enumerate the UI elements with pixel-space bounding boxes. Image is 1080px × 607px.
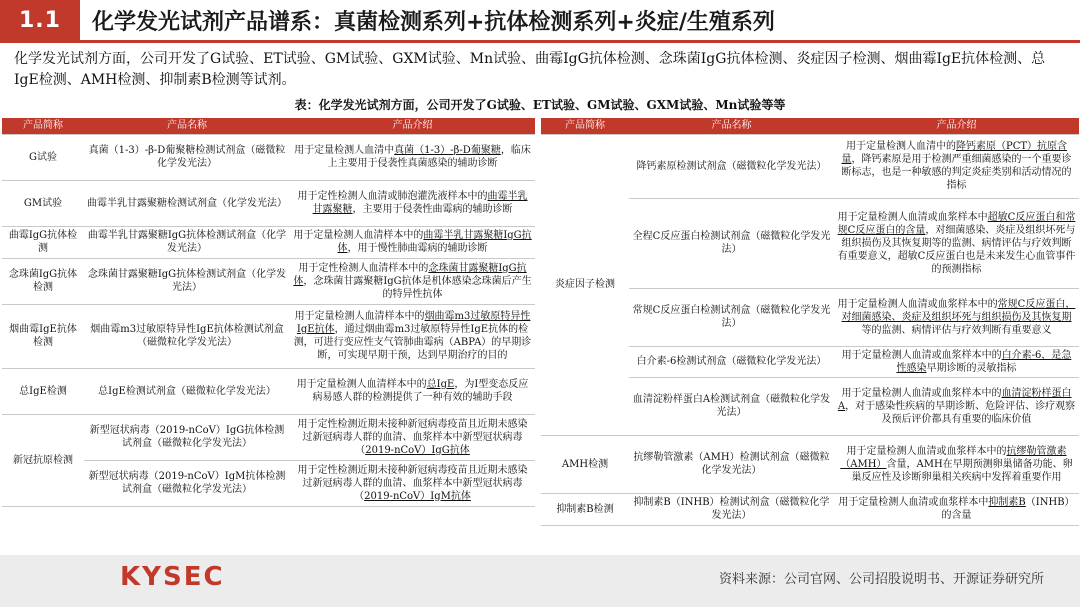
intro-text: 用于定量检测人血清或血浆样本中的 (841, 349, 1002, 361)
intro-text: ，主要用于侵袭性曲霉病的辅助诊断 (352, 204, 513, 215)
table-row (541, 134, 1079, 198)
intro-text: 含量，AMH在早期预测卵巢储备功能、卵巢反应性及诊断卵巢相关疾病中发挥着重要作用 (851, 458, 1073, 483)
intro-highlight: 2019-nCoV）IgM抗体 (364, 490, 471, 502)
product-intro-cell (290, 368, 535, 414)
product-intro-cell (834, 493, 1079, 525)
intro-text: （INHB）的含量 (941, 497, 1075, 521)
product-intro-cell (290, 304, 535, 368)
intro-text: ，降钙素原是用于检测严重细菌感染的一个重要诊断标志，也是一种敏感的判定炎症类别和活动情况的指标 (841, 154, 1072, 191)
intro-text: 等的监测、病情评估与疗效判断有重要意义 (861, 324, 1052, 336)
product-intro-cell (290, 180, 535, 226)
source-note: 资料来源：公司官网、公司招股说明书、开源证券研究所 (718, 572, 1044, 587)
product-intro-cell (290, 460, 535, 506)
intro-text: ，念珠菌甘露聚糖IgG抗体是机体感染念珠菌后产生的特异性抗体 (303, 275, 532, 300)
product-name-cell: 抑制素B（INHB）检测试剂盒（磁微粒化学发光法） (629, 493, 834, 525)
table-row (2, 180, 535, 226)
product-name-cell: 新型冠状病毒（2019-nCoV）IgG抗体检测试剂盒（磁微粒化学发光法） (84, 414, 290, 460)
product-short-cell: 炎症因子检测 (541, 134, 629, 435)
intro-highlight: 真菌（1-3）-β-D葡聚糖 (394, 145, 501, 156)
table-row (541, 493, 1079, 525)
intro-text: 用于定量检测人血清中 (294, 145, 395, 156)
product-name-cell: 念珠菌甘露聚糖IgG抗体检测试剂盒（化学发光法） (84, 258, 290, 304)
intro-text: 早期诊断的灵敏指标 (926, 362, 1017, 374)
product-short-cell: GM试验 (2, 180, 84, 226)
product-short-cell: 念珠菌IgG抗体检测 (2, 258, 84, 304)
product-intro-cell (834, 435, 1079, 493)
intro-text: 用于定量检测人血清中的 (845, 141, 956, 152)
intro-text: ，对细菌感染、炎症及组织坏死与组织损伤及其恢复期等的监测、病情评估与疗效判断有重要意义，超敏C反应蛋白也是未来发生心血管事件的预测指标 (837, 224, 1076, 275)
product-name-cell: 降钙素原检测试剂盒（磁微粒化学发光法） (629, 134, 834, 198)
section-number: 1.1 (0, 0, 80, 40)
intro-text: 用于定性检测人血清或肺泡灌洗液样本中的 (297, 191, 488, 202)
product-intro-cell (290, 414, 535, 460)
intro-text: ，临床上主要用于侵袭性真菌感染的辅助诊断 (327, 145, 531, 169)
intro-highlight: 血清淀粉样蛋白A (837, 387, 1072, 412)
product-name-cell: 常规C反应蛋白检测试剂盒（磁微粒化学发光法） (629, 288, 834, 346)
product-name-cell: 真菌（1-3）-β-D葡聚糖检测试剂盒（磁微粒化学发光法） (84, 134, 290, 180)
table-caption: 表：化学发光试剂方面，公司开发了G试验、ET试验、GM试验、GXM试验、Mn试验等等 (294, 98, 786, 112)
product-intro-cell (834, 134, 1079, 198)
intro-highlight: 常规C反应蛋白，对细菌感染、炎症及组织坏死与组织损伤及其恢复期 (841, 298, 1076, 323)
intro-highlight: 念珠菌甘露聚糖IgG抗体 (293, 262, 527, 287)
product-intro-cell (290, 134, 535, 180)
intro-highlight: 曲霉半乳甘露聚糖IgG抗体 (337, 230, 532, 254)
product-intro-cell (834, 377, 1079, 435)
product-name-cell: 烟曲霉m3过敏原特异性IgE抗体检测试剂盒（磁微粒化学发光法） (84, 304, 290, 368)
table-row (2, 368, 535, 414)
header (0, 0, 1080, 40)
product-table-right (541, 118, 1079, 526)
column-header-short: 产品简称 (541, 118, 629, 134)
product-intro-cell (834, 288, 1079, 346)
intro-text: 用于定量检测人血清或血浆样本中的 (841, 387, 1002, 399)
product-short-cell: 新冠抗原检测 (2, 414, 84, 506)
column-header-short: 产品简称 (2, 118, 84, 134)
page-title: 化学发光试剂产品谱系：真菌检测系列+抗体检测系列+炎症/生殖系列 (92, 9, 775, 35)
product-short-cell: 曲霉IgG抗体检测 (2, 226, 84, 258)
product-intro-cell (834, 346, 1079, 377)
column-header-name: 产品名称 (84, 118, 290, 134)
table-row (2, 304, 535, 368)
table-row (2, 258, 535, 304)
product-name-cell: 血清淀粉样蛋白A检测试剂盒（磁微粒化学发光法） (629, 377, 834, 435)
product-short-cell: AMH检测 (541, 435, 629, 493)
intro-text: 用于定量检测人血清或血浆样本中 (837, 211, 988, 223)
intro-text: 用于定量检测人血清样本中的 (296, 379, 427, 390)
intro-text: 用于定性检测近期未接种新冠病毒疫苗且近期未感染过新冠病毒人群的血清、血浆样本中新型冠状病毒（ (297, 418, 528, 456)
product-intro-cell (290, 258, 535, 304)
product-name-cell: 曲霉半乳甘露聚糖检测试剂盒（化学发光法） (84, 180, 290, 226)
product-name-cell: 全程C反应蛋白检测试剂盒（磁微粒化学发光法） (629, 198, 834, 288)
intro-text: 用于定性检测人血清样本中的 (298, 262, 429, 274)
intro-text: ，为I型变态反应病易感人群的检测提供了一种有效的辅助手段 (312, 379, 529, 403)
intro-text: 用于定量检测人血清或血浆样本中的 (846, 445, 1007, 457)
table-row (2, 226, 535, 258)
product-short-cell: G试验 (2, 134, 84, 180)
table-header-row (2, 118, 535, 134)
product-name-cell: 抗缪勒管激素（AMH）检测试剂盒（磁微粒化学发光法） (629, 435, 834, 493)
intro-highlight: 超敏C反应蛋白和常规C反应蛋白的含量 (837, 211, 1076, 236)
intro-highlight: 总IgE (426, 379, 455, 390)
intro-text: 用于定量检测人血清样本中的 (294, 311, 425, 322)
intro-text: 用于定性检测近期未接种新冠病毒疫苗且近期未感染过新冠病毒人群的血清、血浆样本中新型冠状病毒（ (297, 464, 528, 502)
product-short-cell: 抑制素B检测 (541, 493, 629, 525)
product-name-cell: 总IgE检测试剂盒（磁微粒化学发光法） (84, 368, 290, 414)
column-header-intro: 产品介绍 (290, 118, 535, 134)
intro-highlight: 白介素-6，是急性感染 (896, 349, 1072, 374)
intro-text: ，通过烟曲霉m3过敏原特异性IgE抗体的检测，可进行变应性支气管肺曲霉病（ABPA）的早期诊断，可实现早期干预，达到早期治疗的目的 (293, 324, 532, 361)
column-header-intro: 产品介绍 (834, 118, 1079, 134)
table-row (2, 134, 535, 180)
kysec-logo: KYSEC (120, 562, 225, 592)
intro-highlight: 降钙素原（PCT）抗原含量 (841, 141, 1068, 165)
intro-highlight: 烟曲霉m3过敏原特异性IgE抗体 (296, 311, 531, 335)
intro-highlight: 抑制素B (988, 497, 1026, 508)
intro-highlight: 抗缪勒管激素（AMH） (840, 445, 1067, 470)
table-header-row (541, 118, 1079, 134)
table-row (541, 435, 1079, 493)
table-row (2, 414, 535, 460)
product-intro-cell (834, 198, 1079, 288)
product-name-cell: 曲霉半乳甘露聚糖IgG抗体检测试剂盒（化学发光法） (84, 226, 290, 258)
product-intro-cell (290, 226, 535, 258)
intro-text: ，用于慢性肺曲霉病的辅助诊断 (347, 243, 488, 254)
product-table-left (2, 118, 535, 507)
product-name-cell: 白介素-6检测试剂盒（磁微粒化学发光法） (629, 346, 834, 377)
intro-text: 用于定量检测人血清或血浆样本中的 (837, 298, 998, 310)
product-name-cell: 新型冠状病毒（2019-nCoV）IgM抗体检测试剂盒（磁微粒化学发光法） (84, 460, 290, 506)
product-short-cell: 烟曲霉IgE抗体检测 (2, 304, 84, 368)
header-divider (0, 40, 1080, 43)
intro-highlight: 2019-nCoV）IgG抗体 (365, 444, 470, 456)
intro-text: 用于定量检测人血清或血浆样本中 (838, 497, 989, 508)
intro-text: 用于定量检测人血清样本中的 (293, 230, 424, 241)
intro-paragraph: 化学发光试剂方面，公司开发了G试验、ET试验、GM试验、GXM试验、Mn试验、曲霉IgG抗体检测、念珠菌IgG抗体检测、炎症因子检测、烟曲霉IgE抗体检测、总IgE检测、AMH检测、抑制素B检测等试剂。 (14, 51, 1046, 88)
product-short-cell: 总IgE检测 (2, 368, 84, 414)
intro-text: ，对于感染性疾病的早期诊断、危险评估、诊疗观察及预后评价都具有重要的临床价值 (845, 400, 1076, 425)
intro-highlight: 曲霉半乳甘露聚糖 (312, 191, 528, 215)
column-header-name: 产品名称 (629, 118, 834, 134)
